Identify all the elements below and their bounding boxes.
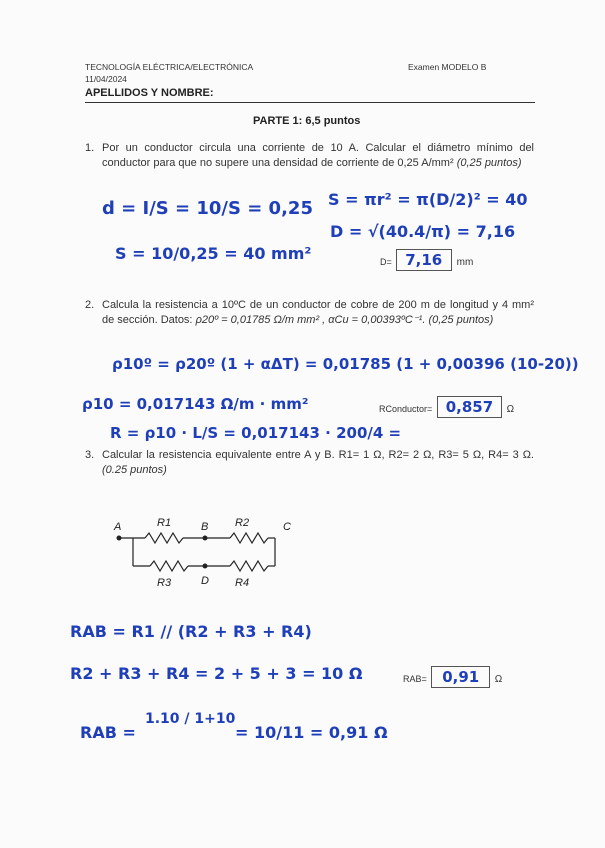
exam-model: Examen MODELO B [408, 62, 487, 72]
header-divider [85, 102, 535, 103]
q1-number: 1. [85, 142, 95, 154]
name-label: APELLIDOS Y NOMBRE: [85, 87, 214, 99]
circuit-diagram [105, 508, 305, 598]
q1-text [102, 141, 534, 171]
q1-unit: mm [456, 257, 474, 268]
q2-answer [379, 396, 514, 418]
part-title: PARTE 1: 6,5 puntos [253, 115, 361, 127]
r4-label: R4 [235, 577, 250, 589]
q3-answer-label: RAB= [403, 674, 427, 684]
node-a-label: A [114, 521, 122, 533]
node-c-label: C [283, 521, 291, 533]
q3-text [102, 448, 534, 478]
r1-label: R1 [157, 517, 172, 529]
q2-work-rho: ρ10º = ρ20º (1 + αΔT) = 0,01785 (1 + 0,00396 (10-20)) [112, 355, 579, 373]
q2-work-rho10: ρ10 = 0,017143 Ω/m · mm² [82, 395, 309, 413]
q3-unit: Ω [494, 674, 503, 685]
q1-statement: Por un conductor circula una corriente de 10 A. Calcular el diámetro mínimo del conductor para que no supere una densidad de corriente de 0,25 A/mm² [102, 142, 534, 169]
q1-points: (0,25 puntos) [456, 157, 522, 169]
resistor-r3 [150, 561, 188, 571]
exam-date: 11/04/2024 [85, 74, 127, 84]
q2-unit: Ω [506, 404, 515, 415]
resistor-r1 [145, 533, 183, 543]
node-d-label: D [201, 575, 209, 587]
q1-work-section: S = 10/0,25 = 40 mm² [115, 244, 312, 263]
node-d [203, 564, 208, 569]
q2-points: (0,25 puntos) [428, 314, 494, 326]
q3-number: 3. [85, 449, 95, 461]
resistor-r4 [230, 561, 268, 571]
q3-answer-box[interactable]: 0,91 [431, 666, 490, 688]
q3-points: (0.25 puntos) [102, 464, 167, 476]
q1-answer [380, 249, 473, 271]
node-b-label: B [201, 521, 209, 533]
q3-work-fraction: 1.10 / 1+10 [145, 711, 236, 727]
q1-work-diameter: D = √(40.4/π) = 7,16 [330, 222, 516, 241]
q2-answer-label: RConductor= [379, 404, 433, 414]
node-a [117, 536, 122, 541]
resistor-r2 [230, 533, 268, 543]
subject-title: TECNOLOGÍA ELÉCTRICA/ELECTRÓNICA [85, 62, 254, 72]
q1-answer-box[interactable]: 7,16 [396, 249, 452, 271]
q2-data: ρ20º = 0,01785 Ω/m mm² , αCu = 0,00393ºC⁻¹. [195, 314, 426, 326]
r3-label: R3 [157, 577, 172, 589]
q3-work-result: = 10/11 = 0,91 Ω [235, 723, 388, 742]
q3-work-series: R2 + R3 + R4 = 2 + 5 + 3 = 10 Ω [70, 664, 363, 683]
q1-work-area: S = πr² = π(D/2)² = 40 [328, 190, 528, 209]
q2-work-resistance: R = ρ10 · L/S = 0,017143 · 200/4 = [110, 424, 402, 442]
q3-answer [403, 666, 502, 688]
q1-answer-label: D= [380, 257, 392, 267]
q1-work-density: d = I/S = 10/S = 0,25 [102, 198, 313, 219]
r2-label: R2 [235, 517, 250, 529]
q3-statement: Calcular la resistencia equivalente entre A y B. R1= 1 Ω, R2= 2 Ω, R3= 5 Ω, R4= 3 Ω. [102, 449, 534, 461]
node-b [203, 536, 208, 541]
q2-number: 2. [85, 299, 95, 311]
q3-work-rab-label: RAB = [80, 723, 136, 742]
q2-text [102, 298, 534, 328]
q2-answer-box[interactable]: 0,857 [437, 396, 502, 418]
q3-work-parallel: RAB = R1 // (R2 + R3 + R4) [70, 622, 312, 641]
q2-statement: Calcula la resistencia a 10ºC de un conductor de cobre de 200 m de longitud y 4 mm² de sección. Datos: [102, 299, 534, 326]
